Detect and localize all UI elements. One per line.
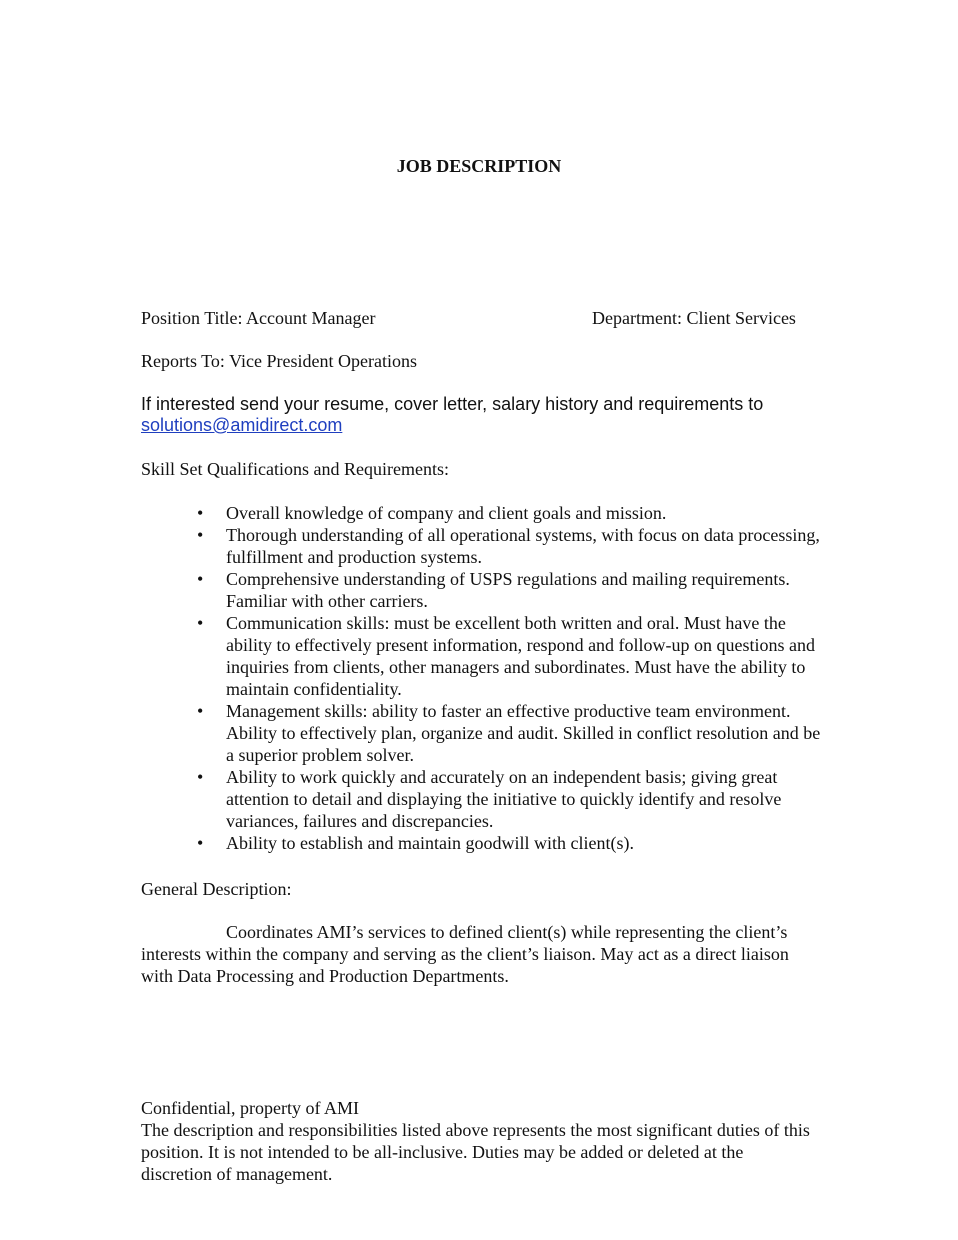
bullet-icon: • xyxy=(197,503,204,523)
skills-list xyxy=(141,502,831,854)
general-description-body: Coordinates AMI’s services to defined client(s) while representing the client’s interests within the company and serving as the client’s liaison. May act as a direct liaison with Data Processing and Production Departments. xyxy=(141,922,789,986)
contact-email-link[interactable]: solutions@amidirect.com xyxy=(141,415,343,435)
list-item xyxy=(141,502,831,524)
skill-text: Ability to establish and maintain goodwill with client(s). xyxy=(226,833,634,853)
position-title: Position Title: Account Manager xyxy=(141,308,376,328)
skills-heading: Skill Set Qualifications and Requirements: xyxy=(141,459,449,479)
bullet-icon: • xyxy=(197,833,204,853)
skill-text: Communication skills: must be excellent both written and oral. Must have the ability to effectively present information, respond and follow-up on questions and inquiries from clients, other managers and subordinates. Must have the ability to maintain confidentiality. xyxy=(226,613,816,699)
confidential-heading: Confidential, property of AMI xyxy=(141,1098,359,1118)
contact-text: If interested send your resume, cover letter, salary history and requirements to xyxy=(141,394,764,414)
bullet-icon: • xyxy=(197,767,204,787)
skill-text: Overall knowledge of company and client goals and mission. xyxy=(226,503,667,523)
list-item xyxy=(141,832,831,854)
contact-instructions xyxy=(141,394,841,436)
list-item xyxy=(141,524,831,568)
bullet-icon: • xyxy=(197,525,204,545)
reports-to: Reports To: Vice President Operations xyxy=(141,351,417,371)
bullet-icon: • xyxy=(197,701,204,721)
list-item xyxy=(141,568,831,612)
general-description-heading: General Description: xyxy=(141,879,292,899)
bullet-icon: • xyxy=(197,569,204,589)
department: Department: Client Services xyxy=(592,308,796,328)
list-item xyxy=(141,766,831,832)
confidential-body: The description and responsibilities listed above represents the most significant duties of this position. It is not intended to be all-inclusive. Duties may be added or deleted at the discretion of management. xyxy=(141,1120,810,1184)
page-title: JOB DESCRIPTION xyxy=(396,156,562,176)
skill-text: Thorough understanding of all operational systems, with focus on data processing, fulfillment and production systems. xyxy=(226,525,820,567)
skill-text: Comprehensive understanding of USPS regulations and mailing requirements. Familiar with other carriers. xyxy=(226,569,790,611)
list-item xyxy=(141,612,831,700)
bullet-icon: • xyxy=(197,613,204,633)
list-item xyxy=(141,700,831,766)
skill-text: Management skills: ability to faster an effective productive team environment. Ability to effectively plan, organize and audit. Skilled in conflict resolution and be a superior problem solver. xyxy=(226,701,821,765)
skill-text: Ability to work quickly and accurately on an independent basis; giving great attention to detail and displaying the initiative to quickly identify and resolve variances, failures and discrepancies. xyxy=(226,767,782,831)
